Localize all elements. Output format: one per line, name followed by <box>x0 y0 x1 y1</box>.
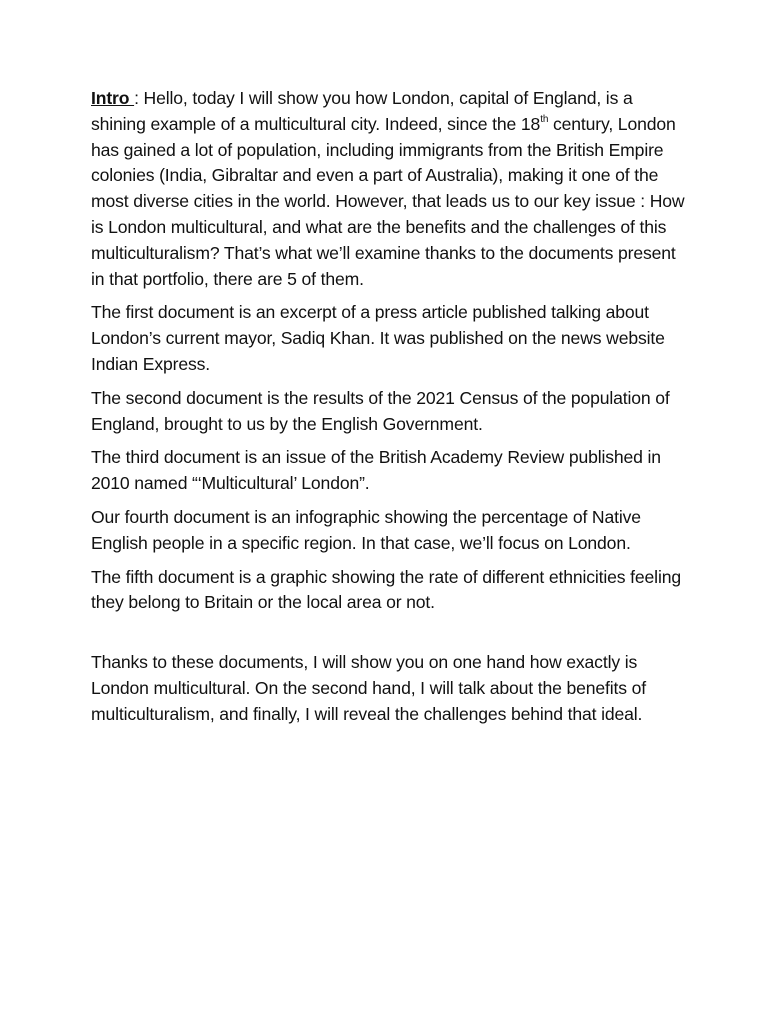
document-1-paragraph: The first document is an excerpt of a press article published talking about London’s current mayor, Sadiq Khan. It was published on the news website Indian Express. <box>91 302 665 374</box>
intro-text-part-2: century, London has gained a lot of population, including immigrants from the British Empire colonies (India, Gibraltar and even a part of Australia), making it one of the most diverse cities in the world. However, that leads us to our key issue : How is London multicultural, and what are the benefits and the challenges of this multiculturalism? That’s what we’ll examine thanks to the documents present in that portfolio, there are 5 of them. <box>91 113 685 289</box>
intro-text-part-1: : Hello, today I will show you how London, capital of England, is a shining example of a multicultural city. Indeed, since the 18 <box>91 88 633 134</box>
document-page <box>91 86 691 736</box>
document-5-paragraph: The fifth document is a graphic showing the rate of different ethnicities feeling they belong to Britain or the local area or not. <box>91 566 681 613</box>
intro-label: Intro <box>91 88 135 108</box>
document-3-paragraph: The third document is an issue of the British Academy Review published in 2010 named “‘Multicultural’ London”. <box>91 447 661 494</box>
document-4-paragraph: Our fourth document is an infographic showing the percentage of Native English people in a specific region. In that case, we’ll focus on London. <box>91 506 641 553</box>
conclusion-paragraph: Thanks to these documents, I will show you on one hand how exactly is London multicultural. On the second hand, I will talk about the benefits of multiculturalism, and finally, I will reveal the challenges behind that ideal. <box>91 652 647 724</box>
intro-paragraph <box>91 86 691 292</box>
document-2-paragraph: The second document is the results of the 2021 Census of the population of England, brought to us by the English Government. <box>91 387 670 434</box>
ordinal-superscript: th <box>540 113 549 125</box>
